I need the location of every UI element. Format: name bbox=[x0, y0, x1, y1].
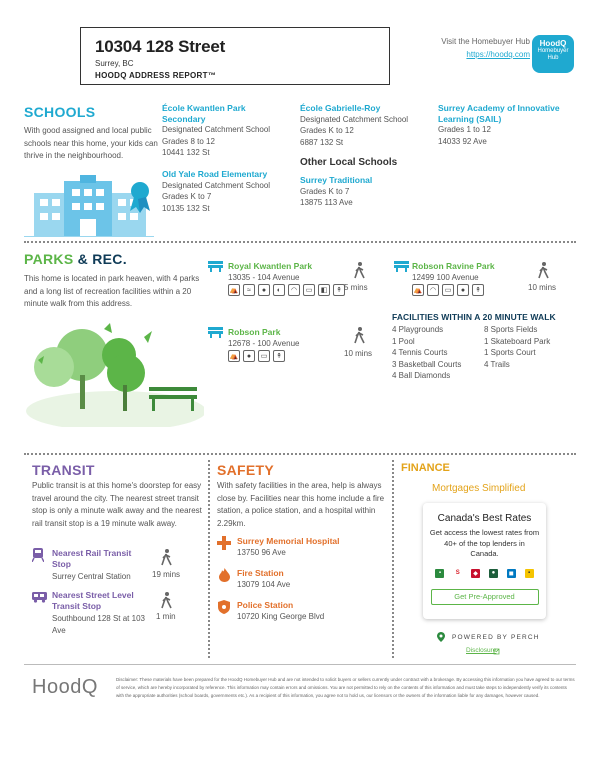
city: Surrey, BC bbox=[95, 59, 134, 68]
school-item[interactable] bbox=[300, 175, 428, 209]
trail-icon: ↟ bbox=[273, 350, 285, 362]
park-name: Royal Kwantlen Park bbox=[228, 261, 313, 271]
disclaimer-text: Disclaimer: These materials have been prepared for the HoodQ Homebuyer Hub and are not intended to solicit buyers or sellers currently under contract with a brokerage. By accessing this information you have agreed to our terms of service, which are hereby incorporated by reference. This information may contain errors and omissions. You are not permitted to rely on the contents of this information and must take steps to independently verify its contents with the appropriate authorities (school boards, governments etc.). As a recipient of this information, you agree not to hold us, our licensors or the owners of the information liable for any damages, however caused. bbox=[116, 677, 575, 698]
get-pre-approved-button[interactable]: Get Pre-Approved bbox=[431, 589, 539, 605]
playground-icon: ⛺ bbox=[228, 350, 240, 362]
police-shield-icon bbox=[218, 600, 230, 614]
bmo-logo-icon: ◼ bbox=[507, 569, 516, 578]
safety-item-address: 13750 96 Ave bbox=[237, 547, 286, 557]
school-item[interactable] bbox=[162, 169, 292, 214]
card-subtitle: Get access the lowest rates from 40+ of the top lenders in Canada. bbox=[429, 528, 540, 558]
trail-icon: ↟ bbox=[472, 284, 484, 296]
school-name: École Gabrielle-Roy bbox=[300, 103, 381, 113]
location-pin-icon bbox=[437, 632, 445, 642]
school-item[interactable] bbox=[162, 103, 290, 159]
walking-person-icon bbox=[538, 262, 549, 279]
safety-intro: With safety facilities in the area, help is always close by. Facilities near this home include a fire station, a police station, and a hospital within 2.29km. bbox=[217, 481, 385, 528]
transit-title: TRANSIT bbox=[32, 462, 95, 478]
park-address: 12499 100 Avenue bbox=[412, 272, 479, 282]
school-grades: Grades K to 12 bbox=[300, 126, 354, 135]
school-address: 10135 132 St bbox=[162, 203, 210, 213]
basketball-icon: ◠ bbox=[427, 284, 439, 296]
school-item[interactable] bbox=[300, 103, 428, 148]
train-icon bbox=[32, 548, 44, 562]
visit-hub bbox=[441, 35, 530, 61]
safety-item[interactable] bbox=[237, 536, 340, 558]
park-bench-icon bbox=[208, 327, 223, 338]
street-address: 10304 128 Street bbox=[95, 37, 226, 56]
park-address: 12678 - 100 Avenue bbox=[228, 338, 300, 348]
column-divider bbox=[392, 460, 394, 658]
parks-title bbox=[24, 251, 127, 267]
school-name: Old Yale Road Elementary bbox=[162, 169, 268, 179]
schools-intro: With good assigned and local public schools near this home, your kids can thrive in the neighbourhood. bbox=[24, 126, 158, 160]
safety-item-title: Surrey Memorial Hospital bbox=[237, 536, 340, 546]
rail-station-name: Surrey Central Station bbox=[52, 572, 131, 581]
park-address: 13035 - 104 Avenue bbox=[228, 272, 300, 282]
trail-icon: ↟ bbox=[333, 284, 345, 296]
column-divider bbox=[208, 460, 210, 658]
walk-time: 19 mins bbox=[152, 570, 181, 579]
bus-icon bbox=[32, 592, 47, 603]
park-item[interactable] bbox=[412, 261, 495, 283]
schools-title: SCHOOLS bbox=[24, 104, 96, 120]
other-schools-heading: Other Local Schools bbox=[300, 157, 398, 168]
safety-title: SAFETY bbox=[217, 462, 275, 478]
school-address: 10441 132 St bbox=[162, 148, 210, 157]
finance-title: FINANCE bbox=[401, 462, 450, 474]
school-item[interactable] bbox=[438, 103, 568, 147]
park-bench-icon bbox=[208, 261, 223, 272]
school-name: Surrey Traditional bbox=[300, 175, 373, 185]
cibc-logo-icon: ◆ bbox=[471, 569, 480, 578]
park-bench-icon bbox=[394, 261, 409, 272]
visit-label: Visit the Homebuyer Hub bbox=[441, 37, 530, 46]
fire-icon bbox=[219, 568, 230, 582]
school-grades: Grades 8 to 12 bbox=[162, 136, 215, 146]
school-type: Designated Catchment School bbox=[162, 125, 271, 134]
pool-icon: ≈ bbox=[243, 284, 255, 296]
walking-person-icon bbox=[161, 592, 172, 609]
basketball-icon: ◠ bbox=[288, 284, 300, 296]
transit-intro: Public transit is at this home's doorstep for easy travel around the city. The nearest street transit stop is only a minute walk away and the nearest rail transit stop is a 19 minute walk away. bbox=[32, 481, 202, 528]
school-type: Designated Catchment School bbox=[300, 114, 409, 124]
parks-title-b: & REC. bbox=[73, 251, 127, 267]
school-type: Designated Catchment School bbox=[162, 180, 271, 190]
disclosure-link[interactable]: Disclosure bbox=[466, 647, 497, 654]
facility-item: 1 Skateboard Park bbox=[484, 336, 551, 346]
walking-person-icon bbox=[161, 549, 172, 566]
park-facility-icons bbox=[228, 284, 345, 296]
desjardins-logo-icon: ● bbox=[489, 569, 498, 578]
hoodq-logo: HoodQ bbox=[32, 676, 98, 698]
walk-time: 10 mins bbox=[528, 283, 557, 292]
street-transit-item[interactable] bbox=[52, 590, 156, 636]
report-label: HOODQ ADDRESS REPORT™ bbox=[95, 71, 217, 80]
school-address: 6887 132 St bbox=[300, 137, 344, 147]
mortgage-card bbox=[423, 503, 546, 619]
facility-item: 1 Sports Court bbox=[484, 348, 536, 358]
street-transit-title: Nearest Street Level Transit Stop bbox=[52, 590, 134, 611]
park-facility-icons bbox=[228, 350, 285, 362]
park-tree-icon bbox=[24, 315, 204, 427]
skate-icon: ◧ bbox=[318, 284, 330, 296]
facilities-heading: FACILITIES WITHIN A 20 MINUTE WALK bbox=[392, 312, 556, 322]
badge-line1: HoodQ bbox=[539, 39, 567, 48]
walking-person-icon bbox=[354, 262, 365, 279]
powered-by-perch: POWERED BY PERCH bbox=[452, 634, 540, 641]
sports-field-icon: ▭ bbox=[303, 284, 315, 296]
playground-icon: ⛺ bbox=[228, 284, 240, 296]
badge-line2: Homebuyer Hub bbox=[537, 48, 569, 61]
sports-field-icon: ▭ bbox=[442, 284, 454, 296]
school-grades: Grades 1 to 12 bbox=[438, 125, 491, 134]
school-grades: Grades K to 7 bbox=[300, 186, 350, 196]
safety-item-address: 10720 King George Blvd bbox=[237, 611, 325, 621]
walk-time: 1 min bbox=[156, 612, 176, 621]
school-grades: Grades K to 7 bbox=[162, 192, 212, 201]
safety-item-title: Police Station bbox=[237, 600, 294, 610]
park-name: Robson Park bbox=[228, 327, 281, 337]
safety-item[interactable] bbox=[237, 568, 290, 590]
park-facility-icons bbox=[412, 284, 484, 296]
facilities-list-right bbox=[484, 324, 550, 370]
tennis-icon: ● bbox=[457, 284, 469, 296]
hospital-cross-icon bbox=[217, 536, 231, 550]
safety-item[interactable] bbox=[237, 600, 324, 622]
walk-time: 5 mins bbox=[344, 283, 368, 292]
finance-subtitle: Mortgages Simplified bbox=[432, 483, 526, 494]
school-address: 13875 113 Ave bbox=[300, 198, 353, 207]
sports-field-icon: ▭ bbox=[258, 350, 270, 362]
parks-title-a: PARKS bbox=[24, 251, 74, 267]
scotiabank-logo-icon: S bbox=[455, 570, 460, 576]
park-item[interactable] bbox=[228, 261, 312, 283]
tennis-icon: ● bbox=[258, 284, 270, 296]
address-box bbox=[80, 27, 390, 85]
lender-logos bbox=[431, 569, 538, 578]
school-address: 14033 92 Ave bbox=[438, 136, 487, 146]
facility-item: 4 Trails bbox=[484, 359, 510, 369]
rail-transit-title: Nearest Rail Transit Stop bbox=[52, 548, 132, 569]
facility-item: 1 Pool bbox=[392, 336, 415, 346]
playground-icon: ⛺ bbox=[412, 284, 424, 296]
walk-time: 10 mins bbox=[344, 349, 373, 358]
section-divider bbox=[24, 241, 576, 243]
rbc-logo-icon: ▪ bbox=[525, 569, 534, 578]
facility-item: 4 Ball Diamonds bbox=[392, 371, 451, 381]
footer-divider bbox=[24, 664, 576, 665]
card-title: Canada's Best Rates bbox=[437, 513, 532, 524]
walking-person-icon bbox=[354, 327, 365, 344]
street-stop-name: Southbound 128 St at 103 Ave bbox=[52, 614, 145, 635]
parks-intro: This home is located in park heaven, with 4 parks and a long list of recreation facilities within a 20 minute walk from this address. bbox=[24, 274, 200, 308]
section-divider bbox=[24, 453, 576, 455]
baseball-icon: ◐ bbox=[273, 284, 285, 296]
hub-link[interactable]: https://hoodq.com bbox=[466, 50, 530, 59]
school-building-icon bbox=[24, 175, 154, 237]
facility-item: 3 Basketball Courts bbox=[392, 359, 462, 369]
safety-item-address: 13079 104 Ave bbox=[237, 579, 291, 589]
facility-item: 4 Playgrounds bbox=[392, 325, 444, 334]
tennis-icon: ● bbox=[243, 350, 255, 362]
facility-item: 4 Tennis Courts bbox=[392, 348, 448, 358]
td-logo-icon: ▪ bbox=[435, 569, 444, 578]
rail-transit-item[interactable] bbox=[52, 548, 144, 583]
hoodq-badge[interactable] bbox=[532, 35, 574, 73]
school-name: École Kwantlen Park Secondary bbox=[162, 103, 246, 124]
park-name: Robson Ravine Park bbox=[412, 261, 495, 271]
school-name: Surrey Academy of Innovative Learning (SAIL) bbox=[438, 103, 560, 124]
safety-item-title: Fire Station bbox=[237, 568, 284, 578]
facility-item: 8 Sports Fields bbox=[484, 325, 538, 334]
park-item[interactable] bbox=[228, 327, 299, 349]
facilities-list-left bbox=[392, 324, 461, 382]
external-link-icon bbox=[493, 648, 500, 655]
